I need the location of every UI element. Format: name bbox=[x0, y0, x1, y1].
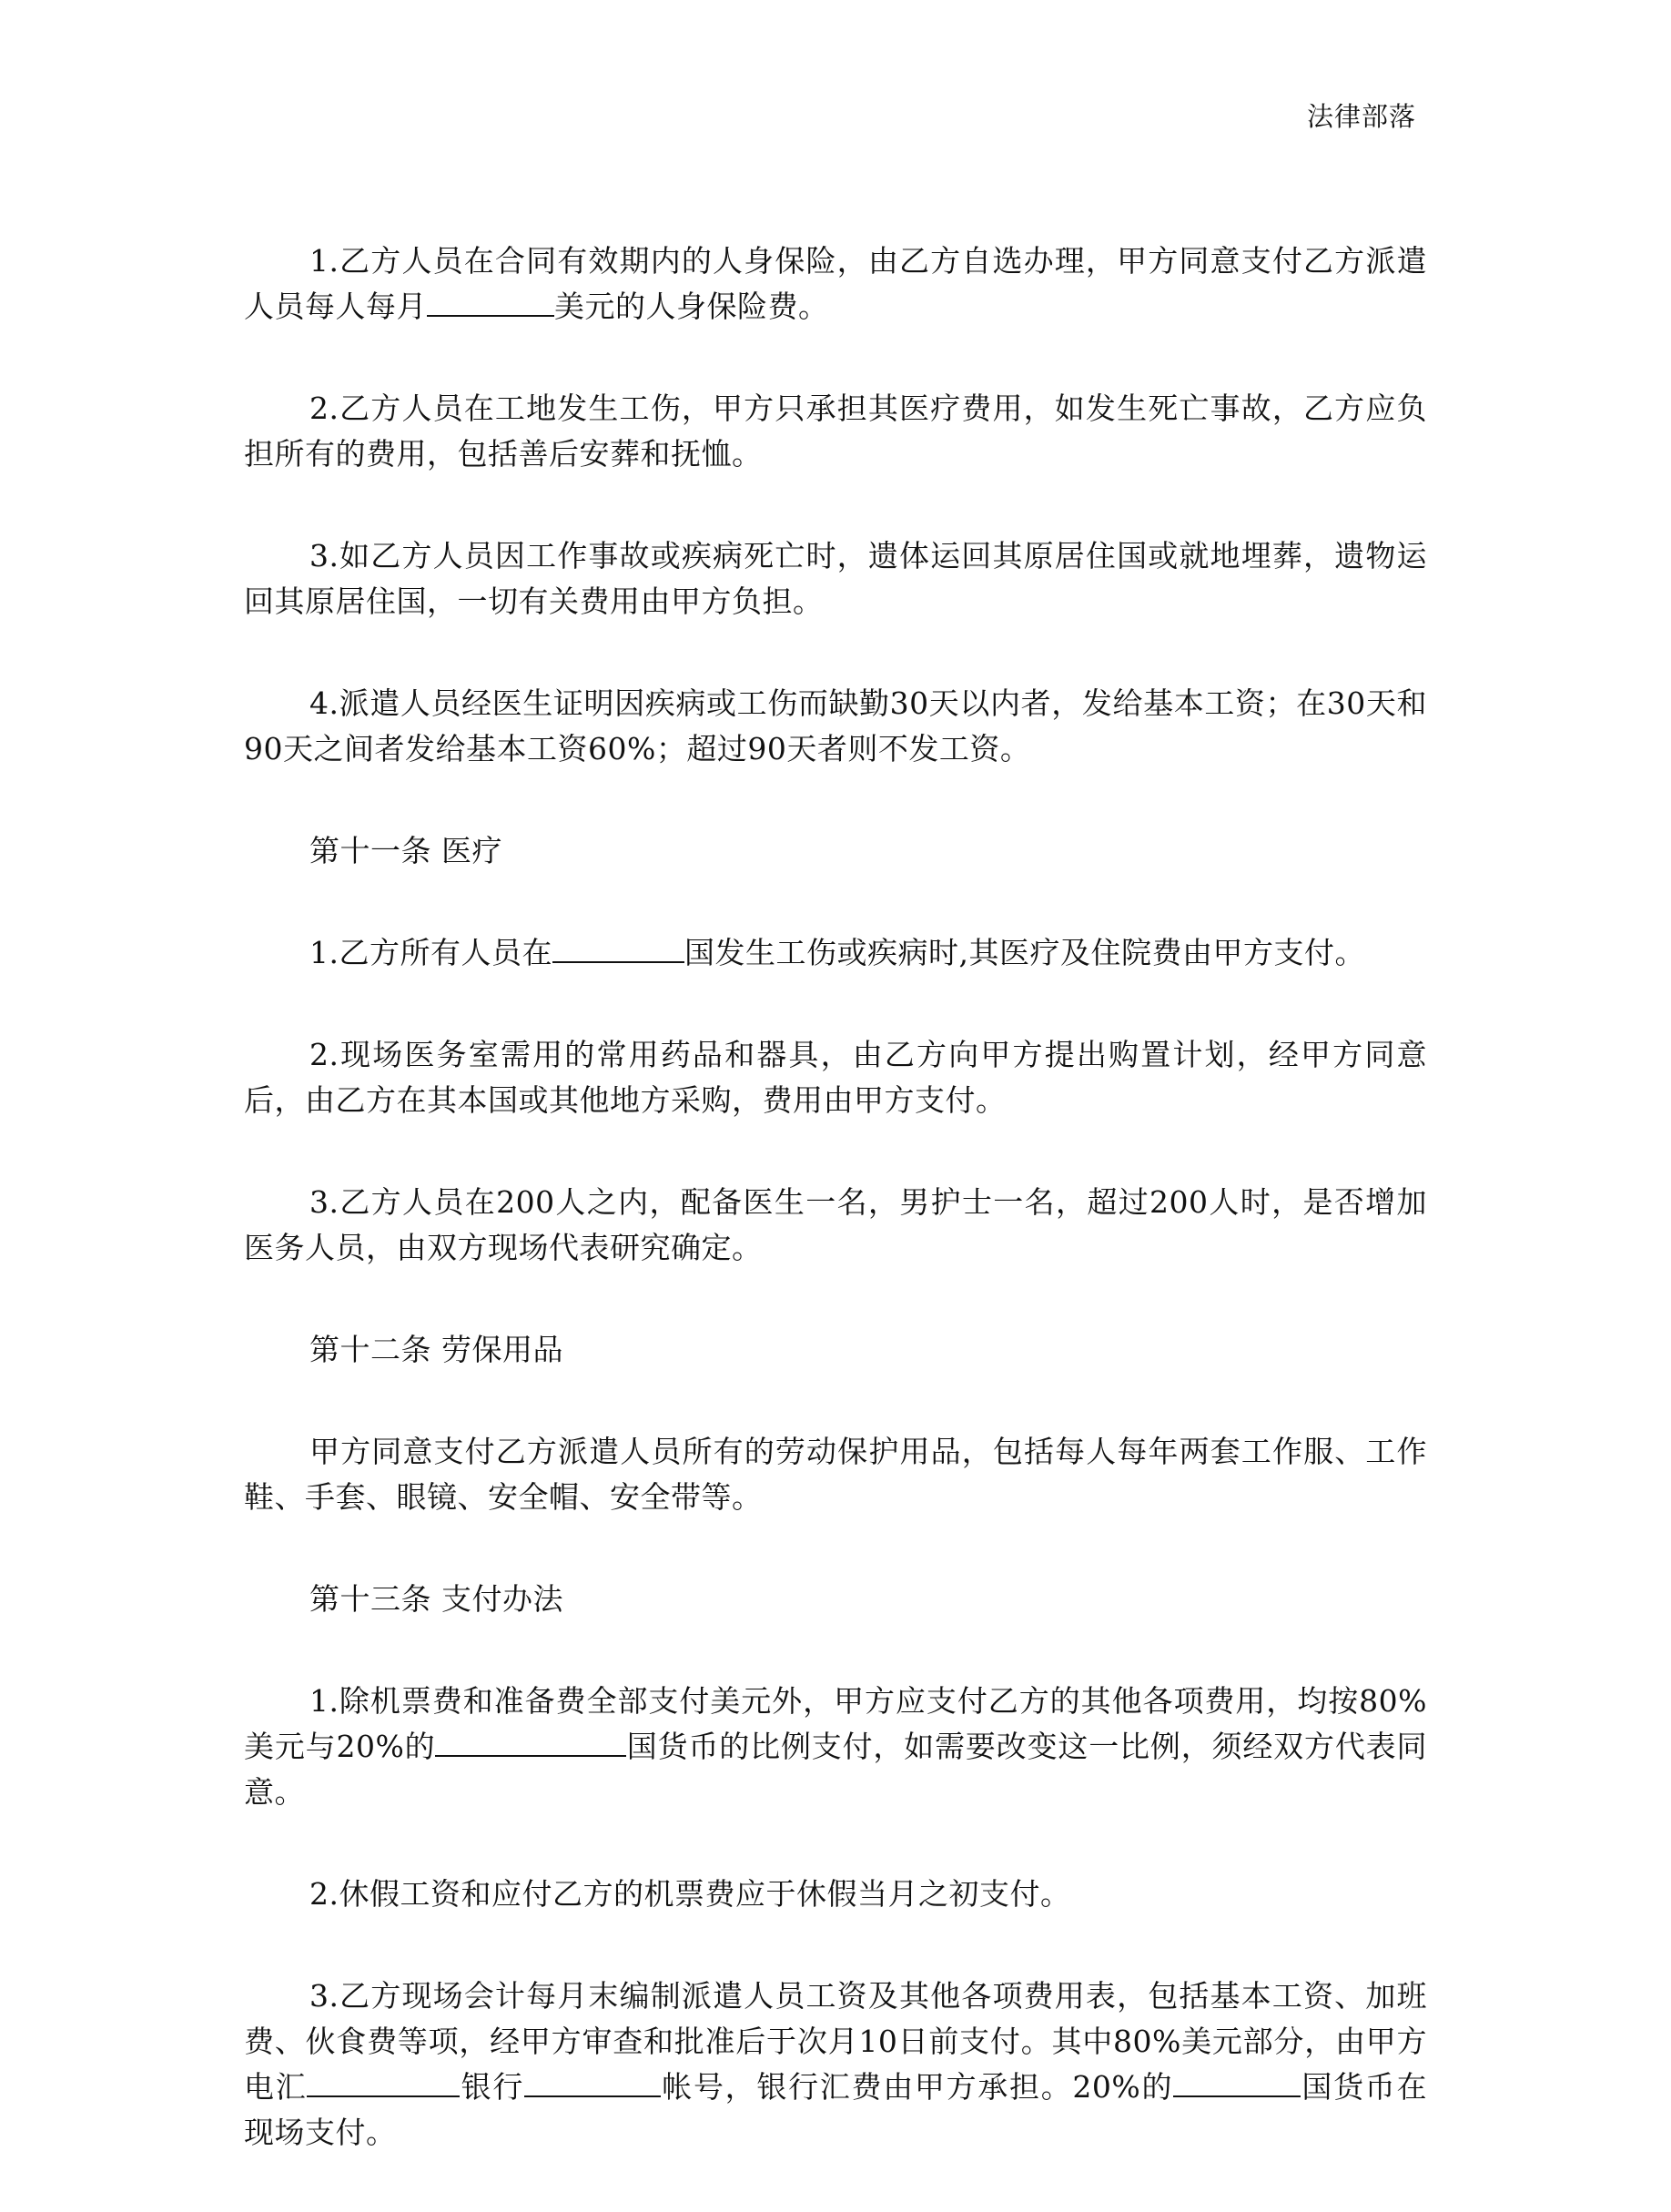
clause-paragraph bbox=[244, 238, 1427, 330]
paragraph-text: 甲方同意支付乙方派遣人员所有的劳动保护用品，包括每人每年两套工作服、工作鞋、手套、眼镜、安全帽、安全带等。 bbox=[244, 1434, 1427, 1515]
paragraph-text: 1.除机票费和准备费全部支付美元外，甲方应支付乙方的其他各项费用，均按80%美元与20%的 bbox=[244, 1683, 1427, 1764]
section-heading bbox=[244, 1327, 1427, 1373]
paragraph-text: 1.乙方人员在合同有效期内的人身保险，由乙方自选办理，甲方同意支付乙方派遣人员每人每月 bbox=[244, 243, 1427, 324]
paragraph-text: 2.休假工资和应付乙方的机票费应于休假当月之初支付。 bbox=[309, 1876, 1071, 1912]
paragraph-text: 2.现场医务室需用的常用药品和器具，由乙方向甲方提出购置计划，经甲方同意后，由乙方在其本国或其他地方采购，费用由甲方支付。 bbox=[244, 1037, 1427, 1118]
fill-in-blank bbox=[427, 286, 554, 317]
clause-paragraph bbox=[244, 1872, 1427, 1917]
fill-in-blank bbox=[1173, 2066, 1301, 2097]
paragraph-text: 美元的人身保险费。 bbox=[554, 289, 829, 324]
paragraph-text: 3.乙方人员在200人之内，配备医生一名，男护士一名，超过200人时，是否增加医务人员，由双方现场代表研究确定。 bbox=[244, 1184, 1427, 1265]
clause-paragraph bbox=[244, 930, 1427, 976]
paragraph-text: 4.派遣人员经医生证明因疾病或工伤而缺勤30天以内者，发给基本工资；在30天和90天之间者发给基本工资60%；超过90天者则不发工资。 bbox=[244, 685, 1427, 766]
document-body bbox=[244, 238, 1427, 2212]
paragraph-text: 2.乙方人员在工地发生工伤，甲方只承担其医疗费用，如发生死亡事故，乙方应负担所有的费用，包括善后安葬和抚恤。 bbox=[244, 391, 1427, 472]
clause-paragraph bbox=[244, 681, 1427, 772]
paragraph-text: 银行 bbox=[460, 2069, 525, 2105]
fill-in-blank bbox=[552, 932, 684, 963]
paragraph-text: 国货币的比例支付，如需要改变这一比例，须经双方代表同意。 bbox=[244, 1729, 1427, 1810]
clause-paragraph bbox=[244, 1429, 1427, 1520]
clause-paragraph bbox=[244, 1180, 1427, 1271]
paragraph-text: 3.乙方现场会计每月末编制派遣人员工资及其他各项费用表，包括基本工资、加班费、伙食费等项，经甲方审查和批准后于次月10日前支付。其中80%美元部分，由甲方电汇 bbox=[244, 1978, 1427, 2105]
fill-in-blank bbox=[524, 2066, 661, 2097]
paragraph-text: 1.乙方所有人员在 bbox=[309, 935, 552, 970]
clause-paragraph bbox=[244, 1679, 1427, 1815]
paragraph-text: 第十三条 支付办法 bbox=[309, 1581, 563, 1617]
clause-paragraph bbox=[244, 386, 1427, 477]
paragraph-text: 国发生工伤或疾病时,其医疗及住院费由甲方支付。 bbox=[684, 935, 1365, 970]
fill-in-blank bbox=[435, 1726, 626, 1757]
fill-in-blank bbox=[307, 2066, 460, 2097]
clause-paragraph bbox=[244, 1974, 1427, 2156]
paragraph-text: 第十二条 劳保用品 bbox=[309, 1332, 563, 1367]
section-heading bbox=[244, 828, 1427, 874]
paragraph-text: 国货币在现场支付。 bbox=[244, 2069, 1428, 2150]
header-site-name: 法律部落 bbox=[1306, 101, 1416, 132]
paragraph-text: 3.如乙方人员因工作事故或疾病死亡时，遗体运回其原居住国或就地埋葬，遗物运回其原居住国，一切有关费用由甲方负担。 bbox=[244, 538, 1427, 619]
section-heading bbox=[244, 1577, 1427, 1622]
clause-paragraph bbox=[244, 533, 1427, 624]
clause-paragraph bbox=[244, 1032, 1427, 1123]
paragraph-text: 帐号，银行汇费由甲方承担。20%的 bbox=[661, 2069, 1174, 2105]
paragraph-text: 第十一条 医疗 bbox=[309, 833, 502, 868]
